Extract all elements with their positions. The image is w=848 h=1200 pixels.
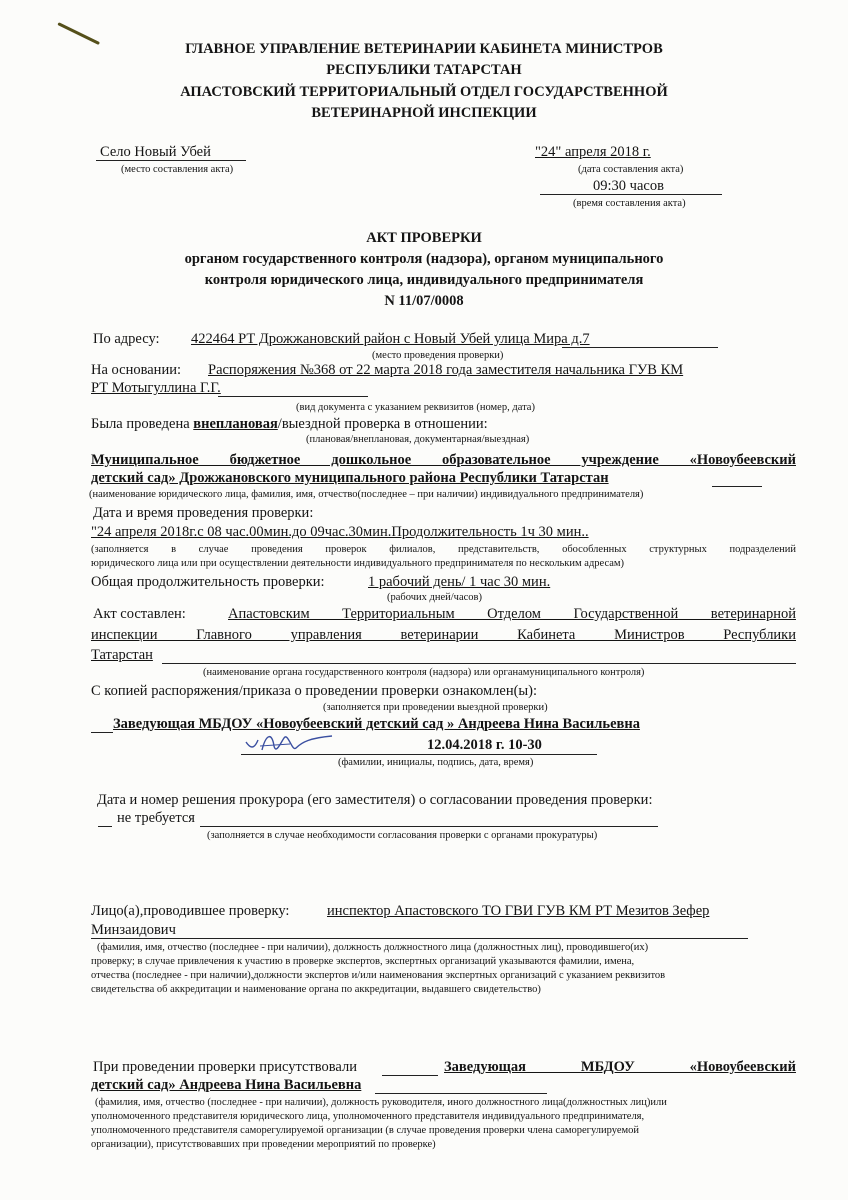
header-line-2: РЕСПУБЛИКИ ТАТАРСТАН — [326, 62, 522, 78]
inspector-label: Лицо(а),проводившее проверку: — [91, 903, 290, 919]
header-line-4: ВЕТЕРИНАРНОЙ ИНСПЕКЦИИ — [311, 105, 537, 121]
present-label: При проведении проверки присутствовали — [93, 1059, 357, 1075]
header-line-3: АПАСТОВСКИЙ ТЕРРИТОРИАЛЬНЫЙ ОТДЕЛ ГОСУДАРСТВЕННОЙ — [180, 84, 668, 100]
basis-value-2: РТ Мотыгуллина Г.Г. — [91, 380, 221, 396]
inspection-type-caption: (плановая/внеплановая, документарная/выездная) — [306, 434, 530, 445]
inspector-caption-2: проверку; в случае привлечения к участию в проверке экспертов, экспертных организаций указываются фамилии, имена, — [91, 956, 635, 967]
basis-value-1: Распоряжения №368 от 22 марта 2018 года заместителя начальника ГУВ КМ — [208, 362, 684, 378]
compiled-by-line-1: Апастовским Территориальным Отделом Государственной ветеринарной — [228, 606, 796, 622]
inspector-caption-1: (фамилия, имя, отчество (последнее - при наличии), должность должностного лица (должностных лиц), проводившего(их) — [97, 942, 649, 953]
inspection-type-value: внеплановая — [193, 416, 278, 432]
inspection-type-line — [91, 416, 488, 433]
present-caption-2: уполномоченного представителя юридического лица, уполномоченного представителя индивидуального предпринимателя, — [91, 1111, 645, 1122]
prosecutor-label: Дата и номер решения прокурора (его заместителя) о согласовании проведения проверки: — [97, 792, 653, 808]
present-line-1: Заведующая МБДОУ «Новоубеевский — [444, 1059, 796, 1075]
act-subtitle-1: органом государственного контроля (надзора), органом муниципального — [184, 251, 664, 267]
subject-line-1: Муниципальное бюджетное дошкольное образовательное учреждение «Новоубеевский — [91, 452, 796, 468]
familiarized-label: С копией распоряжения/приказа о проведении проверки ознакомлен(ы): — [91, 683, 538, 699]
address-value: 422464 РТ Дрожжановский район с Новый Убей улица Мира д.7 — [191, 331, 590, 347]
datetime-caption-2: юридического лица или при осуществлении деятельности индивидуального предпринимателя по нескольким адресам) — [91, 558, 625, 569]
place-caption: (место составления акта) — [121, 164, 234, 175]
familiarized-caption: (заполняется при проведении выездной проверки) — [323, 702, 548, 713]
familiarized-person: Заведующая МБДОУ «Новоубеевский детский сад » Андреева Нина Васильевна — [113, 716, 640, 732]
place-value: Село Новый Убей — [100, 144, 211, 160]
duration-value: 1 рабочий день/ 1 час 30 мин. — [368, 574, 551, 590]
address-caption: (место проведения проверки) — [372, 350, 504, 361]
header-line-1: ГЛАВНОЕ УПРАВЛЕНИЕ ВЕТЕРИНАРИИ КАБИНЕТА МИНИСТРОВ — [185, 41, 663, 57]
act-time-caption: (время составления акта) — [573, 198, 686, 209]
familiarized-date: 12.04.2018 г. 10-30 — [427, 737, 542, 753]
act-date: "24" апреля 2018 г. — [535, 144, 651, 160]
compiled-by-line-2: инспекции Главного управления ветеринарии Кабинета Министров Республики — [91, 627, 796, 643]
inspection-type-label: Была проведена — [91, 416, 190, 432]
inspector-value-2: Минзаидович — [91, 922, 176, 938]
inspector-caption-3: отчества (последнее - при наличии),должности экспертов и/или наименования экспертных организаций с указанием реквизитов — [91, 970, 666, 981]
compiled-by-caption: (наименование органа государственного контроля (надзора) или органамуниципального контроля) — [203, 667, 645, 678]
prosecutor-value: не требуется — [117, 810, 195, 826]
inspector-value-1: инспектор Апастовского ТО ГВИ ГУВ КМ РТ Мезитов Зефер — [327, 903, 710, 919]
inspector-caption-4: свидетельства об аккредитации и наименование органа по аккредитации, выдавшего свидетельство) — [91, 984, 541, 995]
act-title: АКТ ПРОВЕРКИ — [366, 230, 482, 246]
subject-caption: (наименование юридического лица, фамилия, имя, отчество(последнее – при наличии) индивидуального предпринимателя) — [89, 489, 644, 500]
act-date-caption: (дата составления акта) — [578, 164, 684, 175]
signature-caption: (фамилии, инициалы, подпись, дата, время) — [338, 757, 534, 768]
address-label: По адресу: — [93, 331, 160, 347]
present-caption-3: уполномоченного представителя саморегулируемой организации (в случае проведения проверки члена саморегулируемой — [91, 1125, 640, 1136]
inspection-type-rest: /выездной проверка в отношении: — [277, 416, 488, 432]
basis-label: На основании: — [91, 362, 181, 378]
duration-label: Общая продолжительность проверки: — [91, 574, 325, 590]
act-number: N 11/07/0008 — [384, 293, 464, 309]
act-subtitle-2: контроля юридического лица, индивидуального предпринимателя — [204, 272, 644, 288]
compiled-by-label: Акт составлен: — [93, 606, 186, 622]
basis-caption: (вид документа с указанием реквизитов (номер, дата) — [296, 402, 535, 413]
present-line-2: детский сад» Андреева Нина Васильевна — [91, 1077, 362, 1093]
act-time: 09:30 часов — [593, 178, 664, 194]
compiled-by-line-3: Татарстан — [91, 647, 153, 663]
datetime-label: Дата и время проведения проверки: — [93, 505, 314, 521]
subject-line-2: детский сад» Дрожжановского муниципального района Республики Татарстан — [91, 470, 609, 486]
present-caption-4: организации), присутствовавших при проведении мероприятий по проверке) — [91, 1139, 436, 1150]
present-caption-1: (фамилия, имя, отчество (последнее - при наличии), должность руководителя, иного должностного лица(должностных лиц)или — [95, 1097, 667, 1108]
prosecutor-caption: (заполняется в случае необходимости согласования проверки с органами прокуратуры) — [207, 830, 598, 841]
duration-caption: (рабочих дней/часов) — [387, 592, 482, 603]
datetime-caption-1: (заполняется в случае проведения проверок филиалов, представительств, обособленных структурных подразделений — [91, 544, 796, 555]
datetime-value: "24 апреля 2018г.с 08 час.00мин.до 09час.30мин.Продолжительность 1ч 30 мин.. — [91, 524, 589, 540]
